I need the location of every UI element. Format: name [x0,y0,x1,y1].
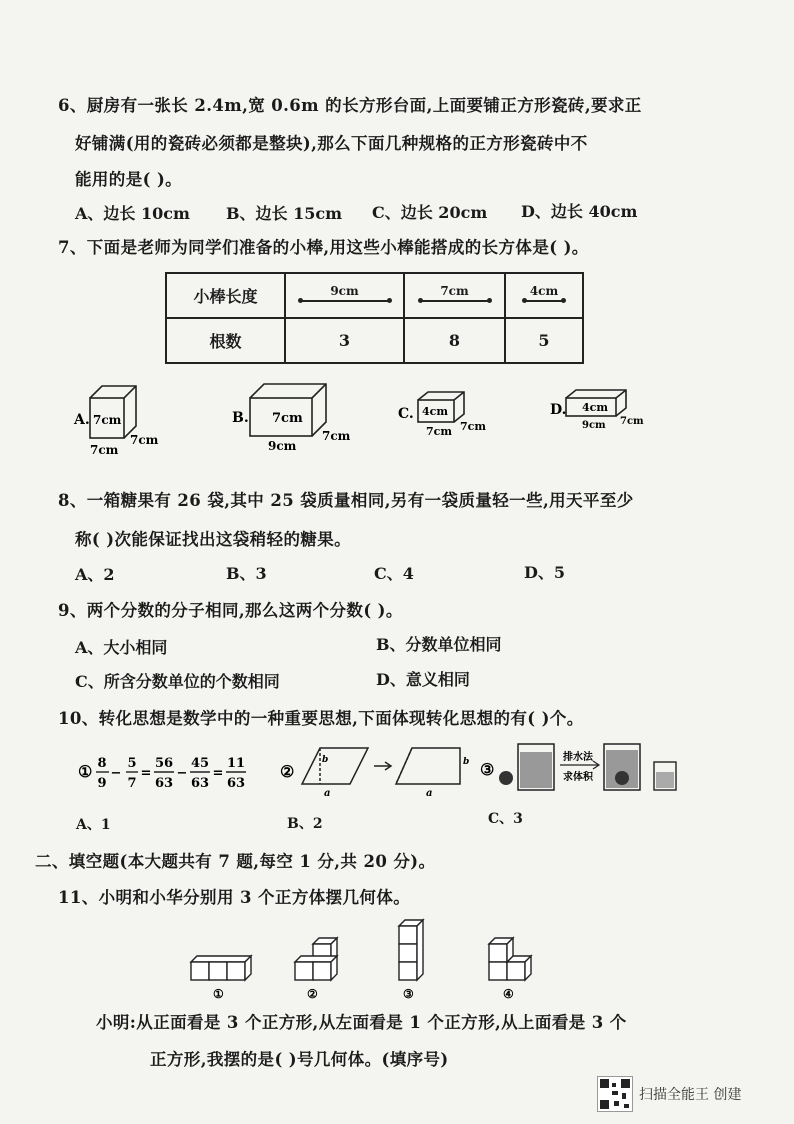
cuboid-a [90,386,136,438]
rod-length-7 [404,273,505,318]
choice-c-letter: C. [398,406,414,422]
section2-title: 二、填空题(本大题共有 7 题,每空 1 分,共 20 分)。 [35,852,436,871]
q11-stem: 11、小明和小华分别用 3 个正方体摆几何体。 [58,888,411,907]
q8-option-a: A、2 [75,565,115,584]
rod-count-9: 3 [285,318,404,363]
rod-segment [420,300,490,302]
q7-stem: 7、下面是老师为同学们准备的小棒,用这些小棒能搭成的长方体是( )。 [58,238,589,257]
q9-option-d: D、意义相同 [376,670,470,689]
figure-label-3: ③ [403,987,414,1001]
rod-segment [524,300,564,302]
rod-length-label: 9cm [330,283,359,298]
block-figure-3 [399,920,423,980]
cuboid-a-depth: 7cm [130,433,159,447]
cuboid-d-bottom: 9cm [582,420,606,431]
rod-length-label: 4cm [529,283,559,298]
para-height-label: b [322,755,329,765]
choice-d-letter: D. [550,402,567,418]
cuboid-b-front: 7cm [272,411,303,426]
cuboid-b-depth: 7cm [322,429,351,443]
svg-text:9: 9 [97,776,107,791]
rod-length-9 [285,273,404,318]
rod-count-7: 8 [404,318,505,363]
svg-text:=: = [212,766,224,781]
rod-table [165,272,584,364]
q9-stem: 9、两个分数的分子相同,那么这两个分数( )。 [58,601,403,620]
item2-number: ② [280,762,295,781]
svg-text:63: 63 [226,776,246,791]
fraction-equation [96,756,246,791]
rod-count-4: 5 [505,318,583,363]
q10-option-a: A、1 [76,817,111,833]
beaker-after [604,744,640,790]
scanner-watermark: 扫描全能王 创建 [639,1087,742,1103]
svg-text:5: 5 [127,756,137,771]
rod-length-label: 7cm [440,283,469,298]
q9-option-a: A、大小相同 [75,638,168,657]
svg-text:11: 11 [226,756,246,771]
svg-text:8: 8 [97,756,107,771]
small-beaker [654,762,676,790]
beaker-label-1: 排水法 [563,752,593,763]
rod-length-header: 小棒长度 [166,273,285,318]
rect-height-label: b [463,757,470,767]
beaker-before [518,744,554,790]
svg-text:−: − [110,766,122,781]
rect-base-label: a [426,788,433,799]
figure-label-1: ① [213,987,224,1001]
q9-option-c: C、所含分数单位的个数相同 [75,672,280,691]
parallelogram-figure [302,748,460,784]
cuboid-d-depth: 7cm [620,416,644,427]
item3-number: ③ [480,760,495,779]
q9-option-b: B、分数单位相同 [376,635,502,654]
cuboid-b-bottom: 9cm [268,439,297,453]
rod-count-header: 根数 [166,318,285,363]
svg-text:45: 45 [190,756,210,771]
q8-line2: 称( )次能保证找出这袋稍轻的糖果。 [75,530,352,549]
q10-option-c: C、3 [488,811,523,827]
rod-length-4 [505,273,583,318]
block-figure-4 [489,938,531,980]
q6-option-b: B、边长 15cm [226,204,343,223]
q10-figures [72,740,692,804]
svg-text:63: 63 [154,776,174,791]
q8-option-d: D、5 [524,563,566,582]
svg-text:−: − [176,766,188,781]
choice-a-letter: A. [74,412,90,428]
choice-b-letter: B. [232,410,249,426]
q8-line1: 8、一箱糖果有 26 袋,其中 25 袋质量相同,另有一袋质量轻一些,用天平至少 [58,491,634,510]
q10-option-b: B、2 [287,816,323,832]
figure-label-4: ④ [503,987,514,1001]
rod-segment [300,300,390,302]
cuboid-choices [68,378,668,462]
cuboid-a-bottom: 7cm [90,443,119,457]
q6-line1: 6、厨房有一张长 2.4m,宽 0.6m 的长方形台面,上面要铺正方形瓷砖,要求正 [58,96,642,115]
q6-option-c: C、边长 20cm [372,203,488,222]
q6-option-a: A、边长 10cm [75,204,190,223]
q6-option-d: D、边长 40cm [521,202,638,221]
block-figure-1 [191,956,251,980]
stone-icon [499,771,513,785]
q11-figures [185,918,555,1004]
q11-line2: 正方形,我摆的是( )号几何体。(填序号) [150,1050,449,1069]
cuboid-c-front: 4cm [422,405,448,418]
svg-text:56: 56 [154,756,174,771]
cuboid-c-depth: 7cm [460,420,486,433]
para-base-label: a [324,788,331,799]
q8-option-c: C、4 [374,564,414,583]
figure-label-2: ② [307,987,318,1001]
cuboid-d-front: 4cm [582,401,608,414]
q8-option-b: B、3 [226,564,267,583]
q6-line2: 好铺满(用的瓷砖必须都是整块),那么下面几种规格的正方形瓷砖中不 [75,134,588,153]
cuboid-c-bottom: 7cm [426,425,452,438]
svg-text:7: 7 [127,776,137,791]
q11-line1: 小明:从正面看是 3 个正方形,从左面看是 1 个正方形,从上面看是 3 个 [96,1013,627,1032]
svg-text:=: = [140,766,152,781]
svg-text:63: 63 [190,776,210,791]
beaker-label-2: 求体积 [563,772,593,783]
q6-line3: 能用的是( )。 [75,170,183,189]
qr-code-icon [597,1076,633,1112]
q10-stem: 10、转化思想是数学中的一种重要思想,下面体现转化思想的有( )个。 [58,709,584,728]
item1-number: ① [78,762,93,781]
cuboid-b [250,384,326,436]
cuboid-a-front: 7cm [93,413,122,427]
block-figure-2 [295,938,337,980]
